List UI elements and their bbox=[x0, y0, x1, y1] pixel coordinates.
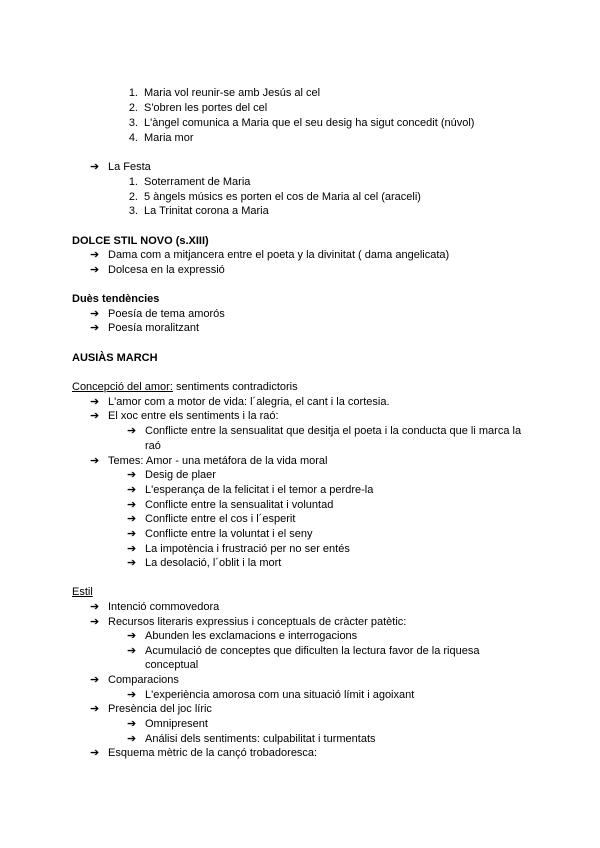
arrow-icon: ➔ bbox=[127, 484, 137, 496]
sub-bullet-item: ➔ Conflicte entre la voluntat i el seny bbox=[127, 528, 313, 540]
list-item: 2. S'obren les portes del cel bbox=[128, 102, 268, 114]
arrow-icon: ➔ bbox=[90, 616, 100, 628]
list-item: 3. L'àngel comunica a Maria que el seu desig ha sigut concedit (núvol) bbox=[128, 117, 475, 129]
arrow-icon: ➔ bbox=[90, 249, 100, 261]
arrow-icon: ➔ bbox=[90, 161, 100, 173]
list-item: 1. Maria vol reunir-se amb Jesús al cel bbox=[128, 87, 321, 99]
sub-bullet-item: ➔ Conflicte entre la sensualitat que desitja el poeta i la conducta que li marca la bbox=[127, 425, 522, 437]
sub-bullet-continuation: raó bbox=[145, 440, 161, 452]
bullet-item: ➔ Intenció commovedora bbox=[90, 601, 220, 613]
arrow-icon: ➔ bbox=[90, 747, 100, 759]
sub-bullet-item: ➔ Conflicte entre la sensualitat i voluntad bbox=[127, 499, 334, 511]
sub-bullet-continuation: conceptual bbox=[145, 659, 199, 671]
arrow-icon: ➔ bbox=[127, 689, 137, 701]
sub-bullet-item: ➔ Omnipresent bbox=[127, 718, 208, 730]
arrow-icon: ➔ bbox=[127, 469, 137, 481]
sub-bullet-item: ➔ Conflicte entre el cos i l´esperit bbox=[127, 513, 296, 525]
arrow-icon: ➔ bbox=[127, 499, 137, 511]
arrow-icon: ➔ bbox=[127, 528, 137, 540]
section-heading: DOLCE STIL NOVO (s.XIII) bbox=[72, 235, 209, 247]
sub-bullet-item: ➔ Análisi dels sentiments: culpabilitat i turmentats bbox=[127, 733, 376, 745]
bullet-item: ➔ Dolcesa en la expressió bbox=[90, 264, 225, 276]
arrow-icon: ➔ bbox=[127, 733, 137, 745]
concepcio-line: Concepció del amor: sentiments contradictoris bbox=[72, 381, 298, 393]
arrow-icon: ➔ bbox=[90, 674, 100, 686]
arrow-icon: ➔ bbox=[90, 455, 100, 467]
arrow-icon: ➔ bbox=[127, 630, 137, 642]
bullet-item: ➔ Esquema mètric de la cançó trobadoresca: bbox=[90, 747, 318, 759]
bullet-item: ➔ El xoc entre els sentiments i la raó: bbox=[90, 410, 279, 422]
list-item: 2. 5 àngels músics es porten el cos de Maria al cel (araceli) bbox=[128, 191, 421, 203]
arrow-icon: ➔ bbox=[90, 264, 100, 276]
section-heading: AUSIÀS MARCH bbox=[72, 352, 158, 364]
bullet-item: ➔ L'amor com a motor de vida: l´alegria, el cant i la cortesia. bbox=[90, 396, 390, 408]
bullet-item: ➔ Dama com a mitjancera entre el poeta y la divinitat ( dama angelicata) bbox=[90, 249, 450, 261]
section-heading: Duès tendències bbox=[72, 293, 160, 305]
arrow-icon: ➔ bbox=[127, 557, 137, 569]
bullet-item: ➔ La Festa bbox=[90, 161, 151, 173]
bullet-item: ➔ Presència del joc líric bbox=[90, 703, 212, 715]
arrow-icon: ➔ bbox=[90, 322, 100, 334]
section-heading: Estil bbox=[72, 586, 93, 598]
arrow-icon: ➔ bbox=[127, 543, 137, 555]
arrow-icon: ➔ bbox=[90, 396, 100, 408]
bullet-item: ➔ Recursos literaris expressius i conceptuals de cràcter patètic: bbox=[90, 616, 407, 628]
arrow-icon: ➔ bbox=[90, 410, 100, 422]
arrow-icon: ➔ bbox=[90, 308, 100, 320]
sub-bullet-item: ➔ Acumulació de conceptes que dificulten la lectura favor de la riquesa bbox=[127, 645, 480, 657]
bullet-item: ➔ Poesía de tema amorós bbox=[90, 308, 225, 320]
bullet-item: ➔ Temes: Amor - una metáfora de la vida moral bbox=[90, 455, 328, 467]
list-item: 1. Soterrament de Maria bbox=[128, 176, 251, 188]
sub-bullet-item: ➔ Desig de plaer bbox=[127, 469, 216, 481]
sub-bullet-item: ➔ L'experiència amorosa com una situació límit i agoixant bbox=[127, 689, 415, 701]
arrow-icon: ➔ bbox=[127, 425, 137, 437]
bullet-item: ➔ Comparacions bbox=[90, 674, 179, 686]
list-item: 3. La Trinitat corona a Maria bbox=[128, 205, 269, 217]
arrow-icon: ➔ bbox=[127, 513, 137, 525]
sub-bullet-item: ➔ Abunden les exclamacions e interrogacions bbox=[127, 630, 358, 642]
arrow-icon: ➔ bbox=[90, 703, 100, 715]
sub-bullet-item: ➔ La desolació, l´oblit i la mort bbox=[127, 557, 282, 569]
bullet-item: ➔ Poesía moralitzant bbox=[90, 322, 200, 334]
arrow-icon: ➔ bbox=[90, 601, 100, 613]
sub-bullet-item: ➔ L'esperança de la felicitat i el temor a perdre-la bbox=[127, 484, 374, 496]
sub-bullet-item: ➔ La impotència i frustració per no ser entés bbox=[127, 543, 350, 555]
list-item: 4. Maria mor bbox=[128, 132, 194, 144]
arrow-icon: ➔ bbox=[127, 718, 137, 730]
arrow-icon: ➔ bbox=[127, 645, 137, 657]
